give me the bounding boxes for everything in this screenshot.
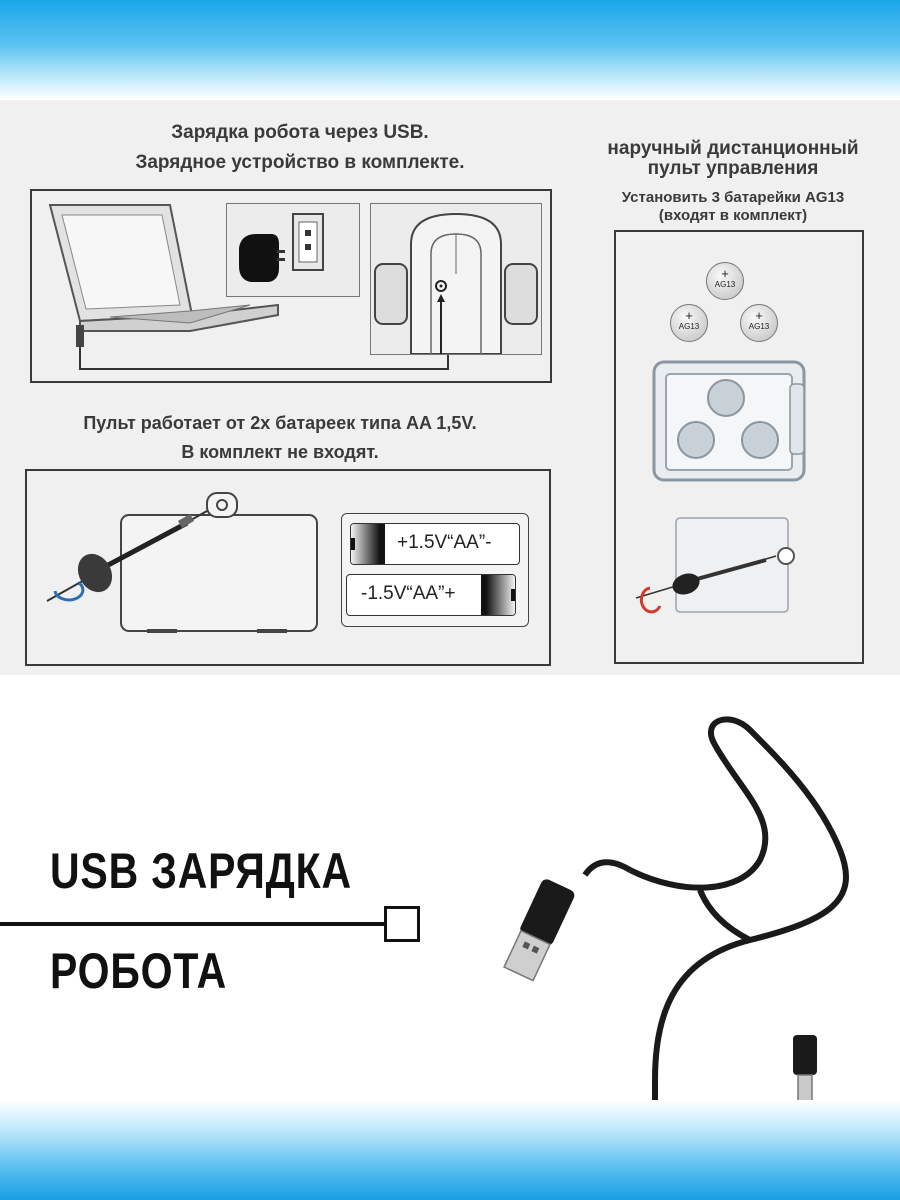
battery-top-terminal [351,538,355,550]
usb-heading-line2: Зарядное устройство в комплекте. [135,152,465,173]
coin-battery-2 [670,304,708,342]
caption-divider-line [0,922,384,926]
remote-heading-line1: Пульт работает от 2х батареек типа AA 1,5V. [83,413,477,433]
battery-bottom-terminal [511,589,515,601]
caption-line2: РОБОТА [50,943,228,999]
coin-battery-1 [706,262,744,300]
battery-bottom-cap [481,575,515,615]
caption-line1: USB ЗАРЯДКА [50,843,352,899]
coin-plus-3: + [755,308,763,323]
wrist-sub-line2: (входят в комплект) [658,207,808,224]
caption-divider-square [384,906,420,942]
wrist-heading-line2: пульт управления [647,158,819,179]
screwdriver-icon [37,491,237,611]
robot-back-icon [371,204,541,354]
wrist-remote-diagram [614,230,864,664]
coin-plus-2: + [685,308,693,323]
coin-battery-3 [740,304,778,342]
usb-charging-diagram [30,189,552,383]
coin-label-3: AG13 [748,322,770,331]
wrist-heading-line1: наручный дистанционный [607,138,859,159]
battery-bottom [346,574,516,616]
adapter-panel [226,203,360,297]
coin-plus-1: + [721,266,729,281]
battery-top [350,523,520,565]
battery-top-cap [351,524,385,564]
remote-heading-line2: В комплект не входят. [181,442,379,462]
battery-panel [341,513,529,627]
bottom-blue-band [0,1100,900,1200]
battery-bottom-label: -1.5V“AA”+ [361,583,456,604]
battery-compartment-icon [650,356,850,486]
battery-top-label: +1.5V“AA”- [397,532,492,553]
remote-battery-diagram [25,469,551,666]
coin-label-2: AG13 [678,322,700,331]
usb-cable-icon [500,700,860,1120]
top-blue-band [0,0,900,100]
coin-label-1: AG13 [714,280,736,289]
robot-panel [370,203,542,355]
instruction-sheet [0,100,900,675]
wrist-sub-line1: Установить 3 батарейки AG13 [621,189,845,206]
wrist-cover-screwdriver-icon [636,512,836,622]
wall-adapter-icon [227,204,357,294]
usb-heading-line1: Зарядка робота через USB. [171,122,429,143]
